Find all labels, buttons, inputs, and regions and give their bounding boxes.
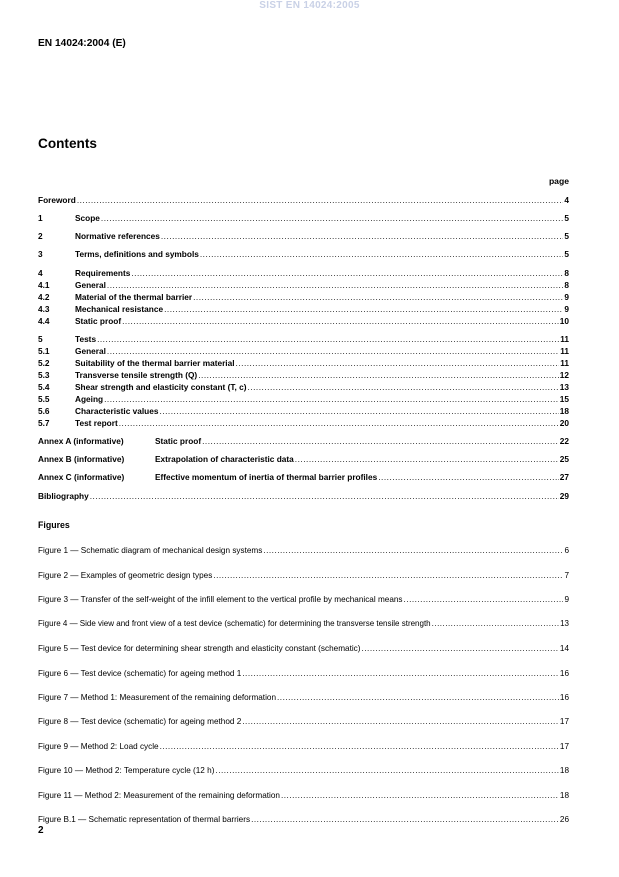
- toc-number: 4.4: [38, 316, 50, 326]
- figure-page: 16: [559, 669, 569, 678]
- toc-number: 4: [38, 268, 43, 278]
- toc-entry-annex-a[interactable]: [38, 436, 569, 447]
- toc-title: General: [75, 280, 106, 290]
- figure-title: Figure 1 — Schematic diagram of mechanical design systems: [38, 546, 263, 555]
- figure-title: Figure 3 — Transfer of the self-weight of the infill element to the vertical profile by mechanical means: [38, 595, 403, 604]
- toc-title: Test report: [75, 418, 118, 428]
- toc-title: Transverse tensile strength (Q): [75, 370, 198, 380]
- leader-dots: [198, 370, 559, 381]
- toc-number: 4.2: [38, 292, 50, 302]
- leader-dots: [432, 618, 559, 629]
- leader-dots: [161, 231, 564, 242]
- toc-title: Static proof: [155, 436, 202, 446]
- toc-title: Bibliography: [38, 491, 89, 501]
- toc-entry[interactable]: [38, 231, 569, 242]
- leader-dots: [404, 594, 564, 605]
- toc-title: Scope: [75, 213, 100, 223]
- toc-entry[interactable]: [38, 346, 569, 357]
- toc-title: Characteristic values: [75, 406, 159, 416]
- toc-page: 11: [560, 358, 569, 368]
- document-id: EN 14024:2004 (E): [38, 38, 126, 49]
- leader-dots: [213, 570, 563, 581]
- toc-title: Suitability of the thermal barrier material: [75, 358, 235, 368]
- leader-dots: [107, 346, 559, 357]
- toc-entry[interactable]: [38, 268, 569, 279]
- annex-label: Annex B (informative): [38, 454, 125, 464]
- figure-title: Figure 9 — Method 2: Load cycle: [38, 742, 159, 751]
- toc-page: 8: [564, 280, 569, 290]
- leader-dots: [251, 814, 559, 825]
- figure-entry[interactable]: [38, 790, 569, 801]
- leader-dots: [77, 195, 564, 206]
- toc-page: 10: [559, 316, 569, 326]
- toc-entry[interactable]: [38, 249, 569, 260]
- page-number: 2: [38, 825, 44, 836]
- toc-number: 4.3: [38, 304, 50, 314]
- watermark: SIST EN 14024:2005: [259, 0, 360, 11]
- leader-dots: [97, 334, 559, 345]
- figure-page: 26: [559, 815, 569, 824]
- leader-dots: [122, 316, 559, 327]
- figure-title: Figure 4 — Side view and front view of a test device (schematic) for determining the transverse tensile strength: [38, 619, 431, 628]
- toc-title: Mechanical resistance: [75, 304, 164, 314]
- figure-page: 9: [564, 595, 569, 604]
- figure-title: Figure 11 — Method 2: Measurement of the remaining deformation: [38, 791, 280, 800]
- toc-entry-foreword[interactable]: [38, 195, 569, 206]
- toc-entry[interactable]: [38, 370, 569, 381]
- toc-page: 5: [564, 231, 569, 241]
- toc-page: 5: [564, 213, 569, 223]
- figure-page: 13: [560, 619, 569, 628]
- toc-number: 4.1: [38, 280, 50, 290]
- toc-number: 1: [38, 213, 43, 223]
- leader-dots: [242, 716, 559, 727]
- toc-page: 9: [564, 292, 569, 302]
- toc-number: 5.6: [38, 406, 50, 416]
- toc-entry[interactable]: [38, 316, 569, 327]
- toc-number: 5.7: [38, 418, 50, 428]
- figure-entry[interactable]: [38, 643, 569, 654]
- leader-dots: [101, 213, 563, 224]
- leader-dots: [263, 545, 563, 556]
- figure-title: Figure 8 — Test device (schematic) for ageing method 2: [38, 717, 242, 726]
- toc-number: 5.5: [38, 394, 50, 404]
- toc-page: 18: [559, 406, 569, 416]
- leader-dots: [164, 304, 563, 315]
- toc-title: Tests: [75, 334, 97, 344]
- figure-page: 18: [559, 791, 569, 800]
- toc-title: Terms, definitions and symbols: [75, 249, 199, 259]
- figure-entry[interactable]: [38, 716, 569, 727]
- figure-entry[interactable]: [38, 594, 569, 605]
- toc-title: Normative references: [75, 231, 160, 241]
- toc-page: 22: [559, 436, 569, 446]
- figure-page: 14: [559, 644, 569, 653]
- figure-entry[interactable]: [38, 618, 569, 629]
- toc-page: 11: [560, 346, 569, 356]
- toc-title: Extrapolation of characteristic data: [155, 454, 294, 464]
- toc-entry[interactable]: [38, 358, 569, 369]
- figure-entry[interactable]: [38, 765, 569, 776]
- page-column-label: page: [548, 176, 569, 186]
- toc-title: Ageing: [75, 394, 104, 404]
- toc-number: 5.4: [38, 382, 50, 392]
- figure-page: 17: [559, 742, 569, 751]
- figure-title: Figure B.1 — Schematic representation of thermal barriers: [38, 815, 251, 824]
- figure-entry[interactable]: [38, 570, 569, 581]
- leader-dots: [131, 268, 563, 279]
- toc-title: Shear strength and elasticity constant (T, c): [75, 382, 247, 392]
- figure-entry[interactable]: [38, 741, 569, 752]
- toc-entry[interactable]: [38, 382, 569, 393]
- toc-entry[interactable]: [38, 394, 569, 405]
- leader-dots: [281, 790, 559, 801]
- toc-entry[interactable]: [38, 280, 569, 291]
- figure-entry[interactable]: [38, 814, 569, 825]
- figure-entry[interactable]: [38, 545, 569, 556]
- toc-page: 15: [559, 394, 569, 404]
- toc-number: 3: [38, 249, 43, 259]
- figure-page: 7: [564, 571, 569, 580]
- toc-number: 5.1: [38, 346, 50, 356]
- figure-title: Figure 7 — Method 1: Measurement of the remaining deformation: [38, 693, 277, 702]
- annex-label: Annex C (informative): [38, 472, 125, 482]
- toc-number: 5: [38, 334, 43, 344]
- toc-page: 25: [559, 454, 569, 464]
- figure-title: Figure 2 — Examples of geometric design types: [38, 571, 213, 580]
- leader-dots: [215, 765, 558, 776]
- contents-heading: Contents: [38, 136, 97, 151]
- toc-page: 20: [559, 418, 569, 428]
- figure-page: 17: [559, 717, 569, 726]
- toc-page: 4: [564, 195, 569, 205]
- toc-entry[interactable]: [38, 334, 569, 345]
- toc-page: 27: [559, 472, 569, 482]
- leader-dots: [378, 472, 559, 483]
- figure-entry[interactable]: [38, 692, 569, 703]
- leader-dots: [104, 394, 559, 405]
- leader-dots: [248, 382, 559, 393]
- toc-entry[interactable]: [38, 418, 569, 429]
- toc-entry[interactable]: [38, 292, 569, 303]
- toc-page: 8: [564, 268, 569, 278]
- figures-heading: Figures: [38, 520, 70, 530]
- leader-dots: [159, 406, 558, 417]
- toc-page: 11: [560, 334, 569, 344]
- figure-title: Figure 5 — Test device for determining shear strength and elasticity constant (schematic): [38, 644, 361, 653]
- figure-page: 16: [559, 693, 569, 702]
- toc-entry-annex-c[interactable]: [38, 472, 569, 483]
- figure-title: Figure 10 — Method 2: Temperature cycle (12 h): [38, 766, 215, 775]
- toc-entry-annex-b[interactable]: [38, 454, 569, 465]
- toc-entry-bibliography[interactable]: [38, 491, 569, 502]
- toc-number: 2: [38, 231, 43, 241]
- toc-number: 5.2: [38, 358, 50, 368]
- leader-dots: [295, 454, 559, 465]
- figure-page: 6: [564, 546, 569, 555]
- toc-title: Material of the thermal barrier: [75, 292, 193, 302]
- leader-dots: [107, 280, 563, 291]
- toc-title: Requirements: [75, 268, 131, 278]
- toc-title: Foreword: [38, 195, 76, 205]
- leader-dots: [236, 358, 560, 369]
- leader-dots: [202, 436, 559, 447]
- toc-entry[interactable]: [38, 213, 569, 224]
- toc-entry[interactable]: [38, 304, 569, 315]
- toc-page: 13: [559, 382, 569, 392]
- leader-dots: [90, 491, 559, 502]
- leader-dots: [119, 418, 559, 429]
- leader-dots: [160, 741, 559, 752]
- figure-entry[interactable]: [38, 668, 569, 679]
- figure-page: 18: [559, 766, 569, 775]
- figure-title: Figure 6 — Test device (schematic) for ageing method 1: [38, 669, 242, 678]
- toc-page: 5: [564, 249, 569, 259]
- leader-dots: [200, 249, 564, 260]
- toc-title: General: [75, 346, 106, 356]
- toc-page: 29: [559, 491, 569, 501]
- toc-title: Effective momentum of inertia of thermal barrier profiles: [155, 472, 378, 482]
- toc-entry[interactable]: [38, 406, 569, 417]
- leader-dots: [277, 692, 559, 703]
- leader-dots: [193, 292, 563, 303]
- toc-title: Static proof: [75, 316, 122, 326]
- toc-page: 12: [559, 370, 569, 380]
- toc-page: 9: [564, 304, 569, 314]
- toc-number: 5.3: [38, 370, 50, 380]
- leader-dots: [242, 668, 559, 679]
- annex-label: Annex A (informative): [38, 436, 124, 446]
- leader-dots: [362, 643, 559, 654]
